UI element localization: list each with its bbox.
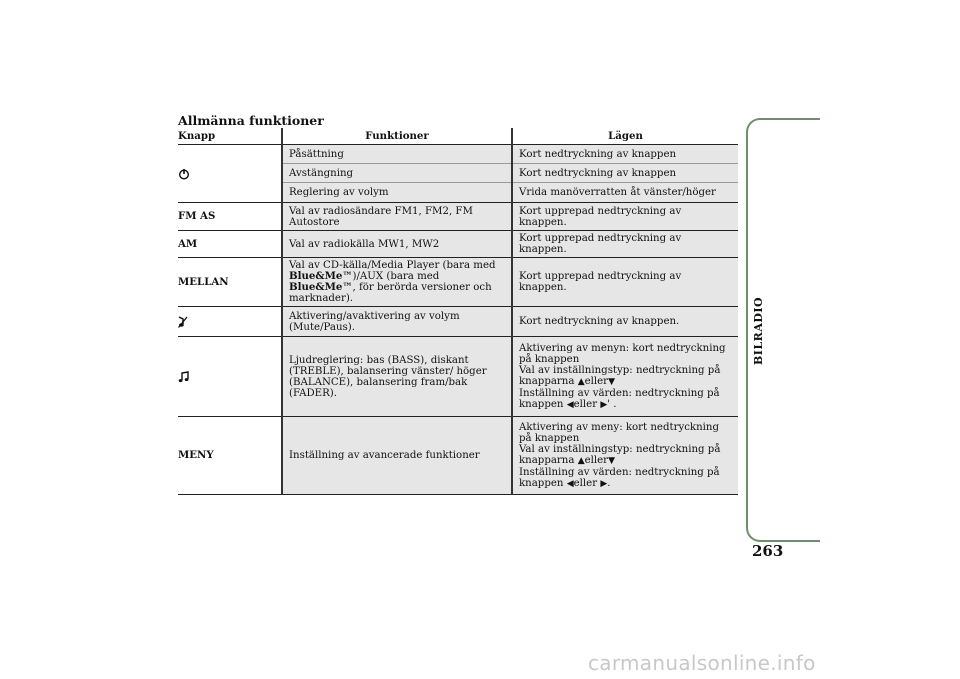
mode-text: . xyxy=(607,477,611,489)
mode-text: Aktivering av meny: kort nedtryckning på knappen xyxy=(519,421,719,444)
triangle-down-icon: ▼ xyxy=(608,376,615,387)
key-cell: MELLAN xyxy=(178,258,282,307)
power-key-cell xyxy=(178,145,282,203)
table-row xyxy=(178,337,738,417)
section-title: Allmänna funktioner xyxy=(178,113,324,128)
function-cell: Inställning av avancerade funktioner xyxy=(282,417,512,495)
function-cell: Val av radiosändare FM1, FM2, FM Autostore xyxy=(282,203,512,231)
key-cell: MENY xyxy=(178,417,282,495)
function-cell xyxy=(282,258,512,307)
mode-text: Val av inställningstyp: nedtryckning på knapparna xyxy=(519,364,721,387)
table-row xyxy=(178,417,738,495)
mode-text: eller xyxy=(573,477,598,489)
function-text: , för berörda versioner och marknader). xyxy=(289,282,492,304)
function-cell: Aktivering/avaktivering av volym (Mute/Paus). xyxy=(282,307,512,337)
table-header-row xyxy=(178,128,738,145)
function-cell: Reglering av volym xyxy=(282,183,512,203)
audio-key-cell xyxy=(178,337,282,417)
mute-icon xyxy=(178,316,188,328)
mode-text: eller xyxy=(584,375,609,387)
triangle-down-icon: ▼ xyxy=(608,455,615,466)
function-cell: Val av radiokälla MW1, MW2 xyxy=(282,231,512,258)
mode-cell xyxy=(512,337,738,417)
table-row xyxy=(178,258,738,307)
mode-text: eller xyxy=(584,454,609,466)
mode-cell: Kort upprepad nedtryckning av knappen. xyxy=(512,258,738,307)
section-label: BILRADIO xyxy=(752,296,765,366)
mode-cell: Kort nedtryckning av knappen. xyxy=(512,307,738,337)
page-number: 263 xyxy=(752,542,784,560)
triangle-right-icon: ▶ xyxy=(600,478,608,489)
brand-text: Blue&Me™ xyxy=(289,270,353,282)
mode-text: Inställning av värden: nedtryckning på knappen xyxy=(519,466,720,489)
mode-text: Inställning av värden: nedtryckning på knappen xyxy=(519,387,720,410)
triangle-up-icon: ▲ xyxy=(577,376,585,387)
mode-text: eller xyxy=(573,398,598,410)
header-functions: Funktioner xyxy=(282,128,512,145)
mute-key-cell xyxy=(178,307,282,337)
mode-cell xyxy=(512,417,738,495)
table-row xyxy=(178,145,738,164)
mode-text: ' . xyxy=(607,398,617,410)
table-row xyxy=(178,231,738,258)
mode-cell: Kort upprepad nedtryckning av knappen. xyxy=(512,231,738,258)
mode-cell: Vrida manöverratten åt vänster/höger xyxy=(512,183,738,203)
function-cell: Ljudreglering: bas (BASS), diskant (TREBLE), balansering vänster/ höger (BALANCE), balansering fram/bak (FADER). xyxy=(282,337,512,417)
key-cell: AM xyxy=(178,231,282,258)
mode-cell: Kort nedtryckning av knappen xyxy=(512,145,738,164)
triangle-right-icon: ▶ xyxy=(600,399,608,410)
table-row xyxy=(178,307,738,337)
power-icon xyxy=(178,168,190,180)
mode-cell: Kort nedtryckning av knappen xyxy=(512,164,738,183)
function-cell: Påsättning xyxy=(282,145,512,164)
mode-text: Val av inställningstyp: nedtryckning på knapparna xyxy=(519,443,721,466)
watermark: carmanualsonline.info xyxy=(588,651,816,675)
key-cell: FM AS xyxy=(178,203,282,231)
triangle-left-icon: ◀ xyxy=(566,478,574,489)
header-modes: Lägen xyxy=(512,128,738,145)
table-row xyxy=(178,203,738,231)
mode-text: Aktivering av menyn: kort nedtryckning på knappen xyxy=(519,342,726,365)
function-text: )/AUX (bara med xyxy=(352,271,440,282)
functions-table xyxy=(178,128,738,495)
function-text: Val av CD-källa/Media Player (bara med xyxy=(289,260,496,271)
brand-text: Blue&Me™ xyxy=(289,281,353,293)
mode-cell: Kort upprepad nedtryckning av knappen. xyxy=(512,203,738,231)
triangle-left-icon: ◀ xyxy=(566,399,574,410)
triangle-up-icon: ▲ xyxy=(577,455,585,466)
header-key: Knapp xyxy=(178,128,282,145)
music-note-icon xyxy=(178,371,190,383)
function-cell: Avstängning xyxy=(282,164,512,183)
